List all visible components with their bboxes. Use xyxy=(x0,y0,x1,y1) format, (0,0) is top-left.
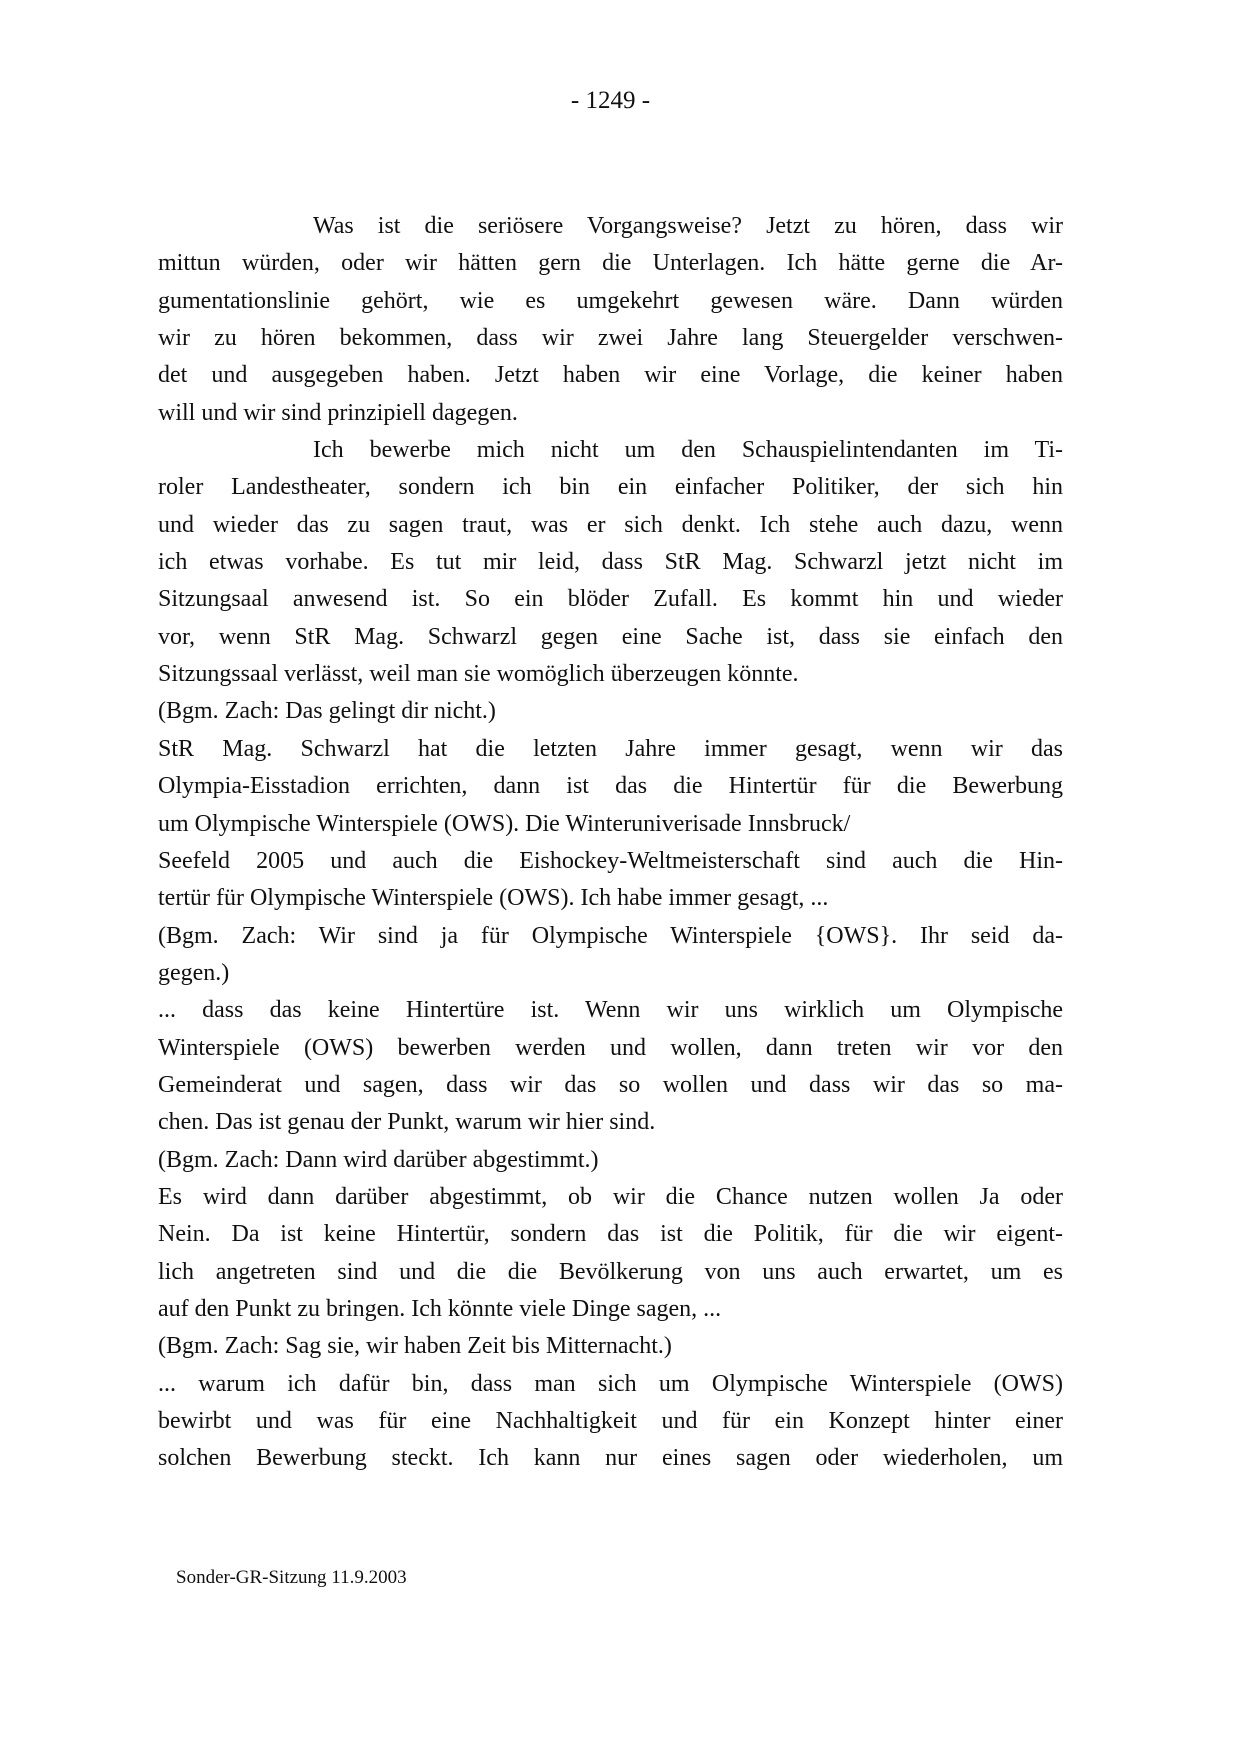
text-line: Ich bewerbe mich nicht um den Schauspielintendanten im Ti- xyxy=(313,437,1063,464)
page-number: - 1249 - xyxy=(570,87,651,114)
text-line: Sitzungssaal verlässt, weil man sie womöglich überzeugen könnte. xyxy=(158,661,799,688)
text-line: det und ausgegeben haben. Jetzt haben wir eine Vorlage, die keiner haben xyxy=(158,362,1063,389)
text-line: mittun würden, oder wir hätten gern die Unterlagen. Ich hätte gerne die Ar- xyxy=(158,250,1063,277)
text-line: gumentationslinie gehört, wie es umgekehrt gewesen wäre. Dann würden xyxy=(158,287,1063,314)
text-line: wir zu hören bekommen, dass wir zwei Jahre lang Steuergelder verschwen- xyxy=(158,325,1063,352)
text-line: will und wir sind prinzipiell dagegen. xyxy=(158,399,518,426)
page-footer: Sonder-GR-Sitzung 11.9.2003 xyxy=(176,1567,407,1588)
paragraph xyxy=(158,1328,1063,1365)
text-line: (Bgm. Zach: Sag sie, wir haben Zeit bis Mitternacht.) xyxy=(158,1333,672,1360)
text-line: ich etwas vorhabe. Es tut mir leid, dass StR Mag. Schwarzl jetzt nicht im xyxy=(158,549,1063,576)
text-line: Nein. Da ist keine Hintertür, sondern das ist die Politik, für die wir eigent- xyxy=(158,1221,1063,1248)
text-line: Sitzungsaal anwesend ist. So ein blöder Zufall. Es kommt hin und wieder xyxy=(158,586,1063,613)
paragraph xyxy=(158,918,1063,993)
text-line: roler Landestheater, sondern ich bin ein einfacher Politiker, der sich hin xyxy=(158,474,1063,501)
text-line: bewirbt und was für eine Nachhaltigkeit und für ein Konzept hinter einer xyxy=(158,1408,1063,1434)
paragraph xyxy=(158,1179,1063,1328)
paragraph xyxy=(158,693,1063,730)
text-line: und wieder das zu sagen traut, was er sich denkt. Ich stehe auch dazu, wenn xyxy=(158,511,1063,538)
paragraph xyxy=(158,432,1063,693)
text-line: solchen Bewerbung steckt. Ich kann nur eines sagen oder wiederholen, um xyxy=(158,1445,1063,1472)
text-line: um Olympische Winterspiele (OWS). Die Winteruniverisade Innsbruck/ xyxy=(158,810,851,837)
text-line: ... warum ich dafür bin, dass man sich um Olympische Winterspiele (OWS) xyxy=(158,1370,1063,1397)
text-line: Winterspiele (OWS) bewerben werden und wollen, dann treten wir vor den xyxy=(158,1034,1063,1061)
paragraph xyxy=(158,731,1063,918)
text-line: tertür für Olympische Winterspiele (OWS). Ich habe immer gesagt, ... xyxy=(158,885,829,912)
text-line: gegen.) xyxy=(158,959,230,986)
text-line: ... dass das keine Hintertüre ist. Wenn wir uns wirklich um Olympische xyxy=(158,997,1063,1024)
paragraph xyxy=(158,1142,1063,1179)
paragraph xyxy=(158,208,1063,432)
text-line: Es wird dann darüber abgestimmt, ob wir die Chance nutzen wollen Ja oder xyxy=(158,1183,1063,1210)
text-line: chen. Das ist genau der Punkt, warum wir hier sind. xyxy=(158,1109,656,1136)
paragraph xyxy=(158,992,1063,1141)
document-body xyxy=(158,208,1063,1478)
text-line: StR Mag. Schwarzl hat die letzten Jahre immer gesagt, wenn wir das xyxy=(158,735,1063,762)
text-line: Seefeld 2005 und auch die Eishockey-Weltmeisterschaft sind auch die Hin- xyxy=(158,847,1063,874)
text-line: lich angetreten sind und die die Bevölkerung von uns auch erwartet, um es xyxy=(158,1258,1063,1285)
text-line: vor, wenn StR Mag. Schwarzl gegen eine Sache ist, dass sie einfach den xyxy=(158,623,1063,650)
text-line: Olympia-Eisstadion errichten, dann ist das die Hintertür für die Bewerbung xyxy=(158,773,1063,800)
paragraph xyxy=(158,1366,1063,1478)
text-line: (Bgm. Zach: Das gelingt dir nicht.) xyxy=(158,698,496,725)
text-line: (Bgm. Zach: Wir sind ja für Olympische Winterspiele {OWS}. Ihr seid da- xyxy=(158,922,1063,949)
text-line: Gemeinderat und sagen, dass wir das so wollen und dass wir das so ma- xyxy=(158,1071,1063,1098)
text-line: Was ist die seriösere Vorgangsweise? Jetzt zu hören, dass wir xyxy=(313,213,1063,239)
text-line: (Bgm. Zach: Dann wird darüber abgestimmt.) xyxy=(158,1146,599,1173)
text-line: auf den Punkt zu bringen. Ich könnte viele Dinge sagen, ... xyxy=(158,1295,722,1322)
